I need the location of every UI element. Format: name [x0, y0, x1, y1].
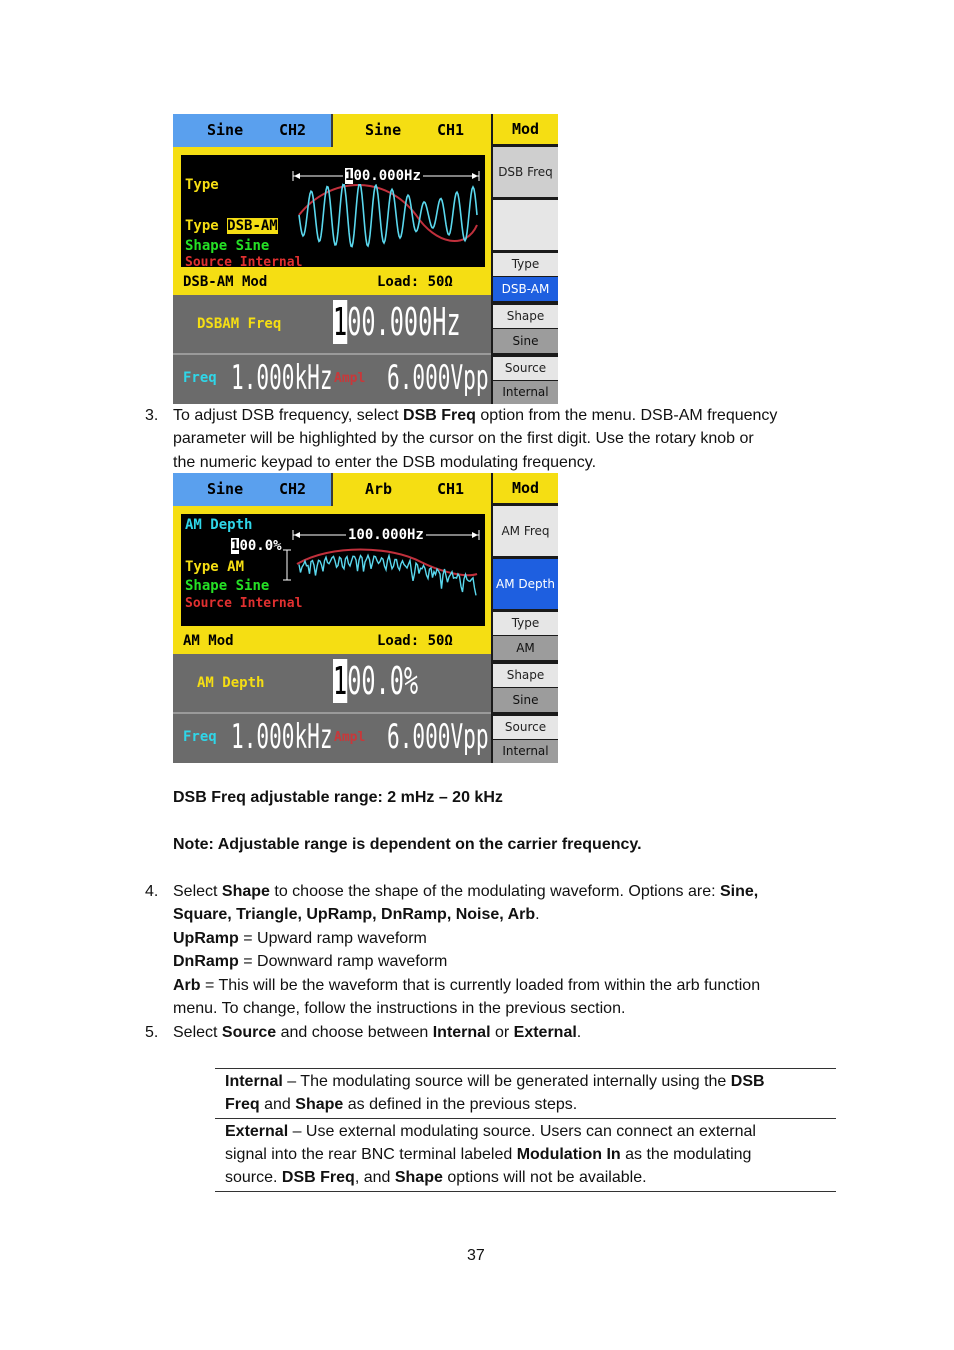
param-cursor-digit: 1 [333, 659, 348, 703]
softkey-shape-label[interactable]: Shape [493, 664, 558, 687]
tab-ch1[interactable] [333, 473, 491, 506]
step5-line1: Select Source and choose between Internal or External. [173, 1024, 582, 1041]
waveform-panel [173, 506, 491, 654]
softkey-shape-value[interactable]: Sine [493, 329, 558, 353]
internal-row-line2: Freq and Shape as defined in the previous steps. [225, 1096, 578, 1113]
ampl-value: 6.000Vpp [387, 717, 489, 757]
table-top-rule [215, 1068, 836, 1069]
shape-value: Sine [235, 578, 270, 594]
waveform-panel [173, 147, 491, 295]
load-status: Load: 50Ω [377, 633, 453, 649]
tab-ch2-label: CH2 [279, 480, 307, 498]
softkey-shape-label[interactable]: Shape [493, 305, 558, 328]
softkey-source-value[interactable]: Internal [493, 740, 558, 763]
source-row [185, 255, 302, 270]
tab-ch2-label: CH2 [279, 121, 307, 139]
wave-type-label: Type [185, 177, 219, 193]
internal-row-line1: Internal – The modulating source will be generated internally using the DSB [225, 1073, 765, 1090]
softkey-source-label[interactable]: Source [493, 716, 558, 739]
ampl-label: Ampl [334, 371, 366, 386]
shape-value: Sine [235, 238, 270, 254]
param-cursor-digit: 1 [333, 300, 348, 344]
step4-line2: Square, Triangle, UpRamp, DnRamp, Noise, Arb. [173, 906, 540, 923]
mod-status: DSB-AM Mod [183, 274, 268, 290]
arb-line2: menu. To change, follow the instructions in the previous section. [173, 1000, 626, 1017]
external-row-line3: source. DSB Freq, and Shape options will not be available. [225, 1169, 647, 1186]
arb-line: Arb = This will be the waveform that is currently loaded from within the arb function [173, 977, 761, 994]
depth-cursor-digit: 1 [231, 538, 240, 554]
source-row [185, 596, 302, 611]
tab-ch2[interactable] [173, 473, 331, 506]
softkey-menu [491, 114, 558, 404]
step3-line3: the numeric keypad to enter the DSB modulating frequency. [173, 454, 597, 471]
type-key: Type [185, 218, 219, 234]
freq-label: Freq [183, 729, 217, 745]
tab-ch1-wave: Sine [365, 121, 402, 139]
param-label: DSBAM Freq [197, 316, 282, 332]
param-value [333, 659, 418, 703]
type-row [185, 559, 244, 575]
cursor-digit: 1 [345, 168, 354, 184]
mod-status: AM Mod [183, 633, 234, 649]
step3-line1: To adjust DSB frequency, select DSB Freq option from the menu. DSB-AM frequency [173, 407, 778, 424]
table-bottom-rule [215, 1191, 836, 1192]
menu-title-mod: Mod [493, 473, 558, 503]
type-value: AM [227, 559, 245, 575]
source-value: Internal [239, 596, 303, 611]
external-row-line2: signal into the rear BNC terminal labeled Modulation In as the modulating [225, 1146, 752, 1163]
softkey-source-label[interactable]: Source [493, 357, 558, 380]
step5-number: 5. [145, 1024, 159, 1041]
softkey-type-value[interactable]: DSB-AM [493, 277, 558, 301]
source-key: Source [185, 596, 232, 611]
source-key: Source [185, 255, 232, 270]
step3-line2: parameter will be highlighted by the cursor on the first digit. Use the rotary knob or [173, 430, 754, 447]
tab-ch1-label: CH1 [437, 480, 465, 498]
external-row-line1: External – Use external modulating source. Users can connect an external [225, 1123, 756, 1140]
table-mid-rule [215, 1118, 836, 1119]
tab-ch1-wave: Arb [365, 480, 393, 498]
freq-value: 1.000kHz [231, 358, 333, 398]
wave-freq-readout: 100.000Hz [345, 168, 421, 184]
shape-key: Shape [185, 238, 228, 254]
param-value [333, 300, 461, 344]
param-value-rest: 00.0% [347, 659, 419, 703]
tab-ch1-label: CH1 [437, 121, 465, 139]
tab-ch2[interactable] [173, 114, 331, 147]
load-status: Load: 50Ω [377, 274, 453, 290]
freq-value: 1.000kHz [231, 717, 333, 757]
shape-row [185, 578, 269, 594]
tab-ch2-wave: Sine [207, 121, 244, 139]
softkey-shape-value[interactable]: Sine [493, 688, 558, 712]
param-field-dsbam-freq[interactable] [173, 295, 491, 353]
param-value-rest: 00.000Hz [347, 300, 461, 344]
waveform-display [181, 514, 485, 626]
generator-screen-dsb-am [173, 114, 558, 404]
ampl-value: 6.000Vpp [387, 358, 489, 398]
softkey-empty[interactable] [493, 200, 558, 250]
waveform-display [181, 155, 485, 270]
softkey-type-label[interactable]: Type [493, 253, 558, 276]
carrier-readout [173, 714, 491, 763]
softkey-type-value[interactable]: AM [493, 636, 558, 660]
tab-ch1[interactable] [333, 114, 491, 147]
step4-number: 4. [145, 883, 159, 900]
step4-line1: Select Shape to choose the shape of the modulating waveform. Options are: Sine, [173, 883, 759, 900]
softkey-menu [491, 473, 558, 763]
upramp-line: UpRamp = Upward ramp waveform [173, 930, 427, 947]
tab-ch2-wave: Sine [207, 480, 244, 498]
type-value: DSB-AM [227, 218, 278, 234]
range-line: DSB Freq adjustable range: 2 mHz – 20 kHz [173, 789, 503, 806]
param-label: AM Depth [197, 675, 265, 691]
shape-row [185, 238, 269, 254]
freq-label: Freq [183, 370, 217, 386]
shape-key: Shape [185, 578, 228, 594]
dnramp-line: DnRamp = Downward ramp waveform [173, 953, 448, 970]
step3-number: 3. [145, 407, 159, 424]
wave-freq-readout: 100.000Hz [348, 527, 424, 543]
generator-screen-am [173, 473, 558, 763]
softkey-am-depth[interactable]: AM Depth [493, 559, 558, 609]
depth-rest: 00.0% [239, 538, 282, 554]
type-key: Type [185, 559, 219, 575]
depth-readout [231, 538, 282, 554]
softkey-dsb-freq[interactable]: DSB Freq [493, 147, 558, 197]
softkey-source-value[interactable]: Internal [493, 381, 558, 404]
menu-title-mod: Mod [493, 114, 558, 144]
softkey-type-label[interactable]: Type [493, 612, 558, 635]
note-line: Note: Adjustable range is dependent on the carrier frequency. [173, 836, 642, 853]
depth-label: AM Depth [185, 517, 253, 533]
type-row [185, 218, 278, 234]
carrier-readout [173, 355, 491, 404]
ampl-label: Ampl [334, 730, 366, 745]
page-number: 37 [467, 1247, 485, 1264]
source-value: Internal [239, 255, 303, 270]
softkey-am-freq[interactable]: AM Freq [493, 506, 558, 556]
param-field-am-depth[interactable] [173, 654, 491, 712]
